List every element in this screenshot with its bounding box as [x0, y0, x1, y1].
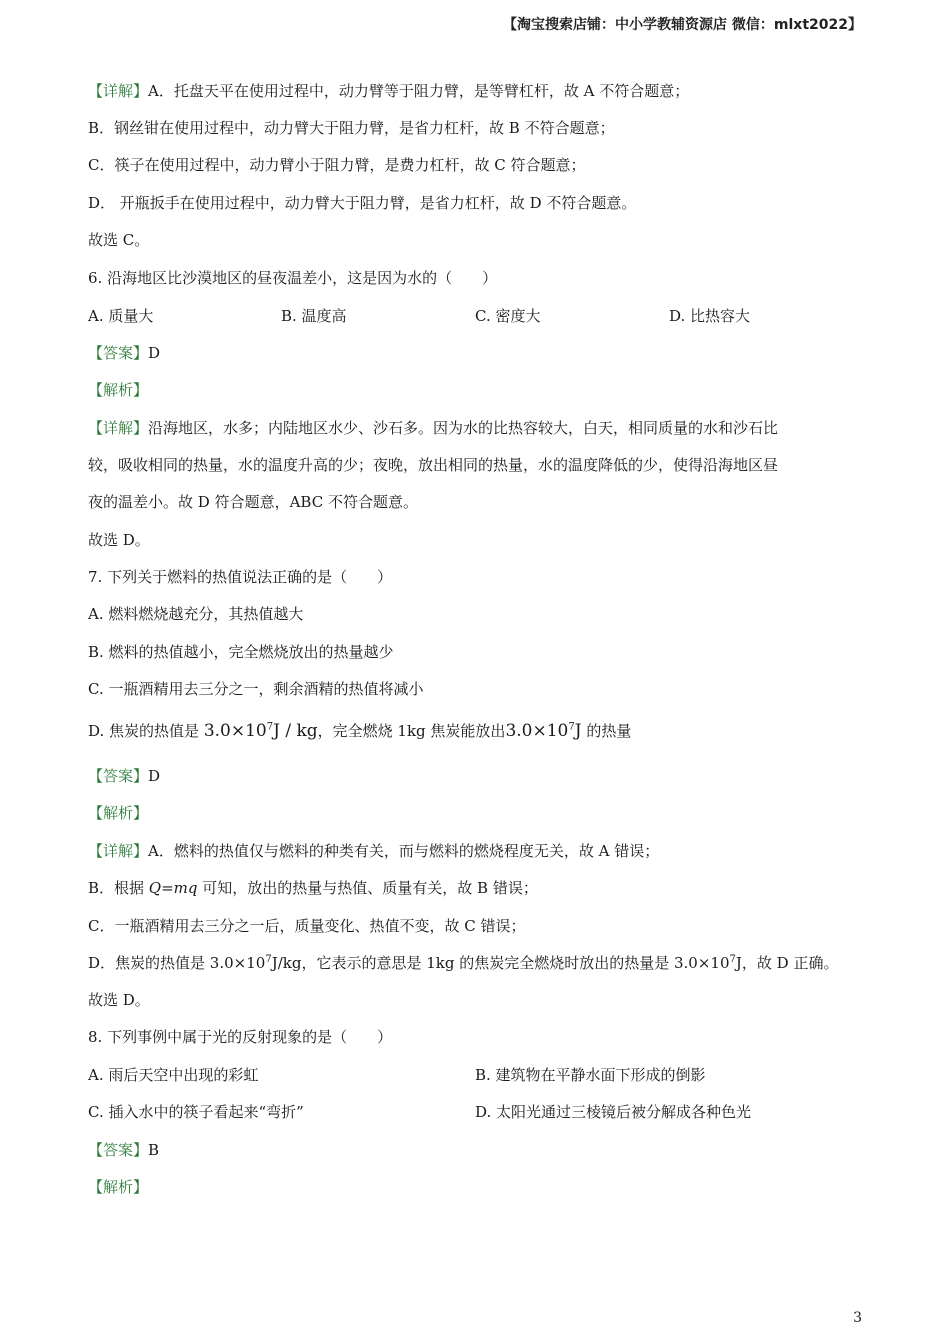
q8-analysis-tag: 【解析】 [88, 1178, 149, 1196]
q8-option-c: C. 插入水中的筷子看起来“弯折” [88, 1103, 304, 1121]
q8-option-d: D. 太阳光通过三棱镜后被分解成各种色光 [475, 1103, 752, 1121]
q6-detail-2: 较，吸收相同的热量，水的温度升高的少；夜晚，放出相同的热量，水的温度降低的少，使得沿海地区昼 [88, 456, 779, 474]
q6-conclusion: 故选 D。 [88, 531, 150, 549]
q8-option-a: A. 雨后天空中出现的彩虹 [88, 1066, 259, 1084]
q6-option-d: D. 比热容大 [669, 307, 751, 325]
q7-answer: 【答案】D [88, 767, 161, 785]
q7-analysis-tag: 【解析】 [88, 804, 149, 822]
q5-detail-a: 【详解】A．托盘天平在使用过程中，动力臂等于阻力臂，是等臂杠杆，故 A 不符合题意； [88, 82, 690, 100]
q7-option-a: A. 燃料燃烧越充分，其热值越大 [88, 605, 304, 623]
q5-detail-c: C．筷子在使用过程中，动力臂小于阻力臂，是费力杠杆，故 C 符合题意； [88, 156, 586, 174]
q7-option-c: C. 一瓶酒精用去三分之一，剩余酒精的热值将减小 [88, 680, 424, 698]
q8-stem: 8. 下列事例中属于光的反射现象的是（ ） [88, 1028, 393, 1046]
q6-detail-3: 夜的温差小。故 D 符合题意，ABC 不符合题意。 [88, 493, 418, 511]
q7-conclusion: 故选 D。 [88, 991, 150, 1009]
q6-answer: 【答案】D [88, 344, 161, 362]
q8-answer: 【答案】B [88, 1141, 160, 1159]
q6-option-c: C. 密度大 [475, 307, 541, 325]
q8-option-b: B. 建筑物在平静水面下形成的倒影 [475, 1066, 706, 1084]
q7-option-b: B. 燃料的热值越小，完全燃烧放出的热量越少 [88, 643, 394, 661]
heat-amount-formula: $3.0\times 10^7J$ [505, 721, 582, 741]
q7-detail-d: D．焦炭的热值是 $3.0\times 10^7J/kg$，它表示的意思是 1kg 的焦炭完全燃烧时放出的热量是 $3.0\times 10^7J$，故 D 正确。 [88, 954, 839, 972]
page-header: 【淘宝搜索店铺：中小学教辅资源店 微信：mlxt2022】 [503, 17, 862, 33]
q6-detail-1: 【详解】沿海地区，水多；内陆地区水少、沙石多。因为水的比热容较大，白天，相同质量的水和沙石比 [88, 419, 779, 437]
q7-option-d: D. 焦炭的热值是 $3.0\times 10^7J$ / kg，完全燃烧 1kg 焦炭能放出$3.0\times 10^7J$ 的热量 [88, 721, 632, 741]
q7-stem: 7. 下列关于燃料的热值说法正确的是（ ） [88, 568, 393, 586]
detail-tag: 【详解】 [88, 82, 149, 100]
page-number: 3 [853, 1310, 862, 1326]
q7-detail-b: B．根据 Q=mq 可知，放出的热量与热值、质量有关，故 B 错误； [88, 879, 538, 897]
q6-option-b: B. 温度高 [281, 307, 347, 325]
q5-conclusion: 故选 C。 [88, 231, 150, 249]
q6-analysis-tag: 【解析】 [88, 381, 149, 399]
heat-value-formula: $3.0\times 10^7J$ / kg [203, 721, 318, 741]
q5-detail-d: D． 开瓶扳手在使用过程中，动力臂大于阻力臂，是省力杠杆，故 D 不符合题意。 [88, 194, 637, 212]
q7-detail-a: 【详解】A．燃料的热值仅与燃料的种类有关，而与燃料的燃烧程度无关，故 A 错误； [88, 842, 660, 860]
q6-option-a: A. 质量大 [88, 307, 154, 325]
q6-stem: 6. 沿海地区比沙漠地区的昼夜温差小，这是因为水的（ ） [88, 269, 498, 287]
q7-detail-c: C．一瓶酒精用去三分之一后，质量变化、热值不变，故 C 错误； [88, 917, 526, 935]
formula-q-mq: Q=mq [148, 879, 198, 897]
q5-detail-b: B．钢丝钳在使用过程中，动力臂大于阻力臂，是省力杠杆，故 B 不符合题意； [88, 119, 615, 137]
